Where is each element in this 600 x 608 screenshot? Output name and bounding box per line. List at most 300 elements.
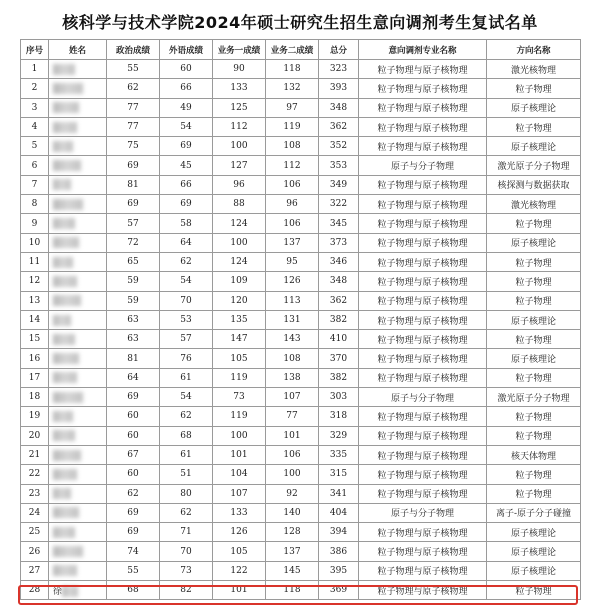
table-row — [21, 542, 581, 561]
table-cell: 16 — [21, 349, 49, 368]
table-cell: 激光核物理 — [487, 195, 581, 214]
table-cell: 58 — [160, 214, 213, 233]
redaction-blur — [53, 295, 81, 306]
table-row — [21, 233, 581, 252]
table-cell: 124 — [213, 252, 266, 271]
name-cell — [49, 523, 107, 542]
table-cell: 101 — [266, 426, 319, 445]
table-cell: 81 — [107, 175, 160, 194]
table-cell: 96 — [266, 195, 319, 214]
table-cell: 63 — [107, 310, 160, 329]
table-cell: 粒子物理 — [487, 252, 581, 271]
table-cell: 粒子物理与原子核物理 — [359, 79, 487, 98]
table-cell: 54 — [160, 388, 213, 407]
table-cell: 激光原子分子物理 — [487, 156, 581, 175]
table-cell: 粒子物理与原子核物理 — [359, 484, 487, 503]
table-cell: 61 — [160, 368, 213, 387]
name-cell — [49, 503, 107, 522]
name-cell — [49, 60, 107, 79]
table-cell: 69 — [107, 156, 160, 175]
table-cell: 粒子物理与原子核物理 — [359, 60, 487, 79]
name-cell — [49, 310, 107, 329]
table-cell: 粒子物理与原子核物理 — [359, 581, 487, 600]
table-row — [21, 98, 581, 117]
table-cell: 137 — [266, 542, 319, 561]
table-cell: 75 — [107, 137, 160, 156]
table-cell: 10 — [21, 233, 49, 252]
table-cell: 粒子物理 — [487, 117, 581, 136]
table-cell: 92 — [266, 484, 319, 503]
table-cell: 394 — [319, 523, 359, 542]
table-cell: 348 — [319, 98, 359, 117]
table-cell: 90 — [213, 60, 266, 79]
column-header: 总分 — [319, 40, 359, 60]
table-cell: 95 — [266, 252, 319, 271]
table-cell: 62 — [107, 484, 160, 503]
table-cell: 11 — [21, 252, 49, 271]
redaction-blur — [53, 257, 73, 268]
table-row — [21, 368, 581, 387]
candidate-table — [20, 39, 581, 600]
redaction-blur — [53, 372, 77, 383]
table-cell: 346 — [319, 252, 359, 271]
table-cell: 粒子物理与原子核物理 — [359, 523, 487, 542]
table-cell: 粒子物理与原子核物理 — [359, 252, 487, 271]
table-cell: 76 — [160, 349, 213, 368]
table-cell: 粒子物理与原子核物理 — [359, 98, 487, 117]
table-cell: 原子与分子物理 — [359, 388, 487, 407]
table-cell: 77 — [107, 98, 160, 117]
table-cell: 粒子物理与原子核物理 — [359, 445, 487, 464]
table-cell: 133 — [213, 79, 266, 98]
table-cell: 原子核理论 — [487, 523, 581, 542]
table-cell: 粒子物理与原子核物理 — [359, 561, 487, 580]
redaction-blur — [53, 411, 73, 422]
redaction-blur — [53, 122, 77, 133]
redaction-blur — [53, 237, 79, 248]
table-row — [21, 156, 581, 175]
table-cell: 12 — [21, 272, 49, 291]
name-cell — [49, 368, 107, 387]
table-cell: 341 — [319, 484, 359, 503]
name-cell — [49, 581, 107, 600]
table-cell: 59 — [107, 291, 160, 310]
table-cell: 88 — [213, 195, 266, 214]
name-cell — [49, 561, 107, 580]
redaction-blur — [53, 469, 77, 480]
table-cell: 133 — [213, 503, 266, 522]
table-cell: 54 — [160, 272, 213, 291]
table-row — [21, 523, 581, 542]
table-row — [21, 214, 581, 233]
table-cell: 77 — [266, 407, 319, 426]
name-cell — [49, 98, 107, 117]
redaction-blur — [53, 83, 83, 94]
table-cell: 69 — [107, 388, 160, 407]
table-row — [21, 117, 581, 136]
table-cell: 24 — [21, 503, 49, 522]
table-cell: 67 — [107, 445, 160, 464]
table-cell: 108 — [266, 137, 319, 156]
table-cell: 粒子物理与原子核物理 — [359, 542, 487, 561]
table-cell: 395 — [319, 561, 359, 580]
table-cell: 22 — [21, 465, 49, 484]
redaction-blur — [53, 179, 71, 190]
table-row — [21, 388, 581, 407]
table-cell: 96 — [213, 175, 266, 194]
name-cell — [49, 214, 107, 233]
table-cell: 349 — [319, 175, 359, 194]
table-cell: 143 — [266, 330, 319, 349]
column-header: 外语成绩 — [160, 40, 213, 60]
name-cell — [49, 156, 107, 175]
table-cell: 128 — [266, 523, 319, 542]
table-cell: 137 — [266, 233, 319, 252]
table-cell: 核探测与数据获取 — [487, 175, 581, 194]
redaction-blur — [53, 334, 75, 345]
table-cell: 粒子物理与原子核物理 — [359, 272, 487, 291]
table-cell: 122 — [213, 561, 266, 580]
table-row — [21, 310, 581, 329]
redaction-blur — [53, 276, 77, 287]
table-cell: 112 — [213, 117, 266, 136]
table-cell: 粒子物理 — [487, 291, 581, 310]
table-cell: 61 — [160, 445, 213, 464]
table-cell: 原子核理论 — [487, 310, 581, 329]
table-cell: 119 — [266, 117, 319, 136]
table-cell: 106 — [266, 214, 319, 233]
table-cell: 69 — [107, 503, 160, 522]
table-cell: 原子与分子物理 — [359, 156, 487, 175]
table-cell: 101 — [213, 581, 266, 600]
table-cell: 13 — [21, 291, 49, 310]
table-cell: 7 — [21, 175, 49, 194]
table-cell: 74 — [107, 542, 160, 561]
redaction-blur — [53, 546, 83, 557]
table-cell: 373 — [319, 233, 359, 252]
table-cell: 145 — [266, 561, 319, 580]
table-cell: 57 — [160, 330, 213, 349]
table-cell: 14 — [21, 310, 49, 329]
table-cell: 362 — [319, 291, 359, 310]
column-header: 政治成绩 — [107, 40, 160, 60]
table-cell: 53 — [160, 310, 213, 329]
table-cell: 64 — [107, 368, 160, 387]
table-cell: 粒子物理与原子核物理 — [359, 310, 487, 329]
table-cell: 404 — [319, 503, 359, 522]
table-cell: 66 — [160, 79, 213, 98]
name-cell — [49, 407, 107, 426]
table-row — [21, 175, 581, 194]
table-cell: 303 — [319, 388, 359, 407]
table-cell: 113 — [266, 291, 319, 310]
table-row — [21, 60, 581, 79]
table-cell: 粒子物理与原子核物理 — [359, 195, 487, 214]
table-cell: 100 — [266, 465, 319, 484]
table-cell: 352 — [319, 137, 359, 156]
table-cell: 131 — [266, 310, 319, 329]
table-cell: 119 — [213, 368, 266, 387]
table-cell: 粒子物理 — [487, 465, 581, 484]
table-cell: 粒子物理 — [487, 426, 581, 445]
table-cell: 28 — [21, 581, 49, 600]
table-cell: 68 — [107, 581, 160, 600]
table-cell: 70 — [160, 291, 213, 310]
table-cell: 135 — [213, 310, 266, 329]
table-cell: 60 — [107, 465, 160, 484]
table-cell: 62 — [160, 407, 213, 426]
table-cell: 18 — [21, 388, 49, 407]
table-cell: 126 — [213, 523, 266, 542]
table-cell: 20 — [21, 426, 49, 445]
table-cell: 393 — [319, 79, 359, 98]
table-cell: 73 — [160, 561, 213, 580]
name-cell — [49, 117, 107, 136]
table-cell: 4 — [21, 117, 49, 136]
table-cell: 27 — [21, 561, 49, 580]
table-cell: 60 — [107, 407, 160, 426]
name-cell — [49, 233, 107, 252]
table-cell: 粒子物理 — [487, 407, 581, 426]
table-row — [21, 503, 581, 522]
table-cell: 353 — [319, 156, 359, 175]
table-row — [21, 349, 581, 368]
table-cell: 77 — [107, 117, 160, 136]
table-cell: 101 — [213, 445, 266, 464]
table-cell: 49 — [160, 98, 213, 117]
table-cell: 原子核理论 — [487, 98, 581, 117]
table-cell: 112 — [266, 156, 319, 175]
table-cell: 80 — [160, 484, 213, 503]
table-row — [21, 291, 581, 310]
table-cell: 118 — [266, 60, 319, 79]
table-cell: 60 — [107, 426, 160, 445]
table-cell: 粒子物理与原子核物理 — [359, 175, 487, 194]
table-cell: 粒子物理与原子核物理 — [359, 117, 487, 136]
redaction-blur — [53, 141, 73, 152]
table-row — [21, 407, 581, 426]
page-title: 核科学与技术学院2024年硕士研究生招生意向调剂考生复试名单 — [62, 13, 538, 32]
table-cell: 62 — [107, 79, 160, 98]
table-cell: 63 — [107, 330, 160, 349]
table-cell: 62 — [160, 252, 213, 271]
table-cell: 382 — [319, 310, 359, 329]
table-cell: 粒子物理与原子核物理 — [359, 349, 487, 368]
name-cell — [49, 272, 107, 291]
column-header: 序号 — [21, 40, 49, 60]
table-cell: 60 — [160, 60, 213, 79]
redaction-blur — [53, 218, 75, 229]
table-cell: 原子核理论 — [487, 542, 581, 561]
table-cell: 粒子物理与原子核物理 — [359, 426, 487, 445]
table-row — [21, 581, 581, 600]
redaction-blur — [62, 586, 78, 597]
table-cell: 离子-原子分子碰撞 — [487, 503, 581, 522]
table-cell: 粒子物理与原子核物理 — [359, 368, 487, 387]
table-cell: 26 — [21, 542, 49, 561]
table-cell: 粒子物理 — [487, 330, 581, 349]
table-cell: 81 — [107, 349, 160, 368]
table-cell: 410 — [319, 330, 359, 349]
table-cell: 335 — [319, 445, 359, 464]
table-cell: 15 — [21, 330, 49, 349]
table-cell: 104 — [213, 465, 266, 484]
column-header: 业务二成绩 — [266, 40, 319, 60]
table-cell: 127 — [213, 156, 266, 175]
table-cell: 97 — [266, 98, 319, 117]
table-row — [21, 330, 581, 349]
name-cell — [49, 542, 107, 561]
table-row — [21, 252, 581, 271]
table-cell: 362 — [319, 117, 359, 136]
column-header: 意向调剂专业名称 — [359, 40, 487, 60]
redaction-blur — [53, 353, 79, 364]
redaction-blur — [53, 507, 79, 518]
table-row — [21, 137, 581, 156]
table-cell: 8 — [21, 195, 49, 214]
table-cell: 125 — [213, 98, 266, 117]
table-cell: 5 — [21, 137, 49, 156]
redaction-blur — [53, 488, 71, 499]
table-cell: 105 — [213, 542, 266, 561]
table-cell: 70 — [160, 542, 213, 561]
table-cell: 原子核理论 — [487, 349, 581, 368]
table-cell: 106 — [266, 175, 319, 194]
table-cell: 2 — [21, 79, 49, 98]
table-cell: 369 — [319, 581, 359, 600]
table-cell: 粒子物理 — [487, 79, 581, 98]
table-cell: 原子与分子物理 — [359, 503, 487, 522]
table-cell: 107 — [213, 484, 266, 503]
table-cell: 23 — [21, 484, 49, 503]
table-cell: 原子核理论 — [487, 233, 581, 252]
redaction-blur — [53, 527, 75, 538]
table-cell: 105 — [213, 349, 266, 368]
table-cell: 71 — [160, 523, 213, 542]
name-text: 徐 — [53, 586, 63, 597]
table-cell: 345 — [319, 214, 359, 233]
table-cell: 9 — [21, 214, 49, 233]
table-cell: 54 — [160, 117, 213, 136]
table-cell: 51 — [160, 465, 213, 484]
table-cell: 25 — [21, 523, 49, 542]
table-cell: 粒子物理与原子核物理 — [359, 233, 487, 252]
table-cell: 109 — [213, 272, 266, 291]
table-cell: 6 — [21, 156, 49, 175]
table-cell: 100 — [213, 137, 266, 156]
redaction-blur — [53, 450, 81, 461]
redaction-blur — [53, 64, 75, 75]
table-row — [21, 272, 581, 291]
name-cell — [49, 252, 107, 271]
table-cell: 370 — [319, 349, 359, 368]
name-cell — [49, 195, 107, 214]
column-header: 方向名称 — [487, 40, 581, 60]
table-cell: 粒子物理与原子核物理 — [359, 330, 487, 349]
table-cell: 57 — [107, 214, 160, 233]
table-cell: 120 — [213, 291, 266, 310]
table-header-row — [21, 40, 581, 60]
table-row — [21, 426, 581, 445]
table-cell: 66 — [160, 175, 213, 194]
table-cell: 粒子物理 — [487, 214, 581, 233]
table-cell: 55 — [107, 561, 160, 580]
table-cell: 108 — [266, 349, 319, 368]
table-cell: 62 — [160, 503, 213, 522]
table-cell: 55 — [107, 60, 160, 79]
table-row — [21, 465, 581, 484]
table-cell: 138 — [266, 368, 319, 387]
table-cell: 106 — [266, 445, 319, 464]
table-row — [21, 484, 581, 503]
table-cell: 粒子物理 — [487, 368, 581, 387]
table-cell: 386 — [319, 542, 359, 561]
table-cell: 原子核理论 — [487, 137, 581, 156]
name-cell — [49, 445, 107, 464]
table-cell: 69 — [160, 195, 213, 214]
name-cell — [49, 291, 107, 310]
table-cell: 1 — [21, 60, 49, 79]
table-cell: 140 — [266, 503, 319, 522]
name-cell — [49, 330, 107, 349]
table-row — [21, 561, 581, 580]
table-cell: 118 — [266, 581, 319, 600]
table-cell: 17 — [21, 368, 49, 387]
name-cell — [49, 79, 107, 98]
table-cell: 318 — [319, 407, 359, 426]
table-cell: 124 — [213, 214, 266, 233]
table-cell: 粒子物理 — [487, 484, 581, 503]
table-cell: 粒子物理 — [487, 581, 581, 600]
table-cell: 323 — [319, 60, 359, 79]
table-cell: 348 — [319, 272, 359, 291]
name-cell — [49, 484, 107, 503]
redaction-blur — [53, 315, 71, 326]
table-cell: 119 — [213, 407, 266, 426]
table-row — [21, 445, 581, 464]
table-cell: 核天体物理 — [487, 445, 581, 464]
table-cell: 45 — [160, 156, 213, 175]
name-cell — [49, 465, 107, 484]
table-cell: 72 — [107, 233, 160, 252]
table-cell: 382 — [319, 368, 359, 387]
table-cell: 3 — [21, 98, 49, 117]
redaction-blur — [53, 102, 79, 113]
column-header: 业务一成绩 — [213, 40, 266, 60]
table-cell: 82 — [160, 581, 213, 600]
table-cell: 132 — [266, 79, 319, 98]
table-row — [21, 79, 581, 98]
table-cell: 126 — [266, 272, 319, 291]
table-cell: 69 — [107, 523, 160, 542]
table-cell: 粒子物理与原子核物理 — [359, 137, 487, 156]
name-cell — [49, 426, 107, 445]
table-cell: 329 — [319, 426, 359, 445]
table-cell: 原子核理论 — [487, 561, 581, 580]
redaction-blur — [53, 160, 81, 171]
table-cell: 107 — [266, 388, 319, 407]
table-cell: 322 — [319, 195, 359, 214]
table-cell: 粒子物理与原子核物理 — [359, 291, 487, 310]
table-cell: 68 — [160, 426, 213, 445]
table-cell: 73 — [213, 388, 266, 407]
table-cell: 激光核物理 — [487, 60, 581, 79]
redaction-blur — [53, 199, 83, 210]
name-cell — [49, 175, 107, 194]
table-cell: 100 — [213, 233, 266, 252]
table-cell: 147 — [213, 330, 266, 349]
table-cell: 19 — [21, 407, 49, 426]
